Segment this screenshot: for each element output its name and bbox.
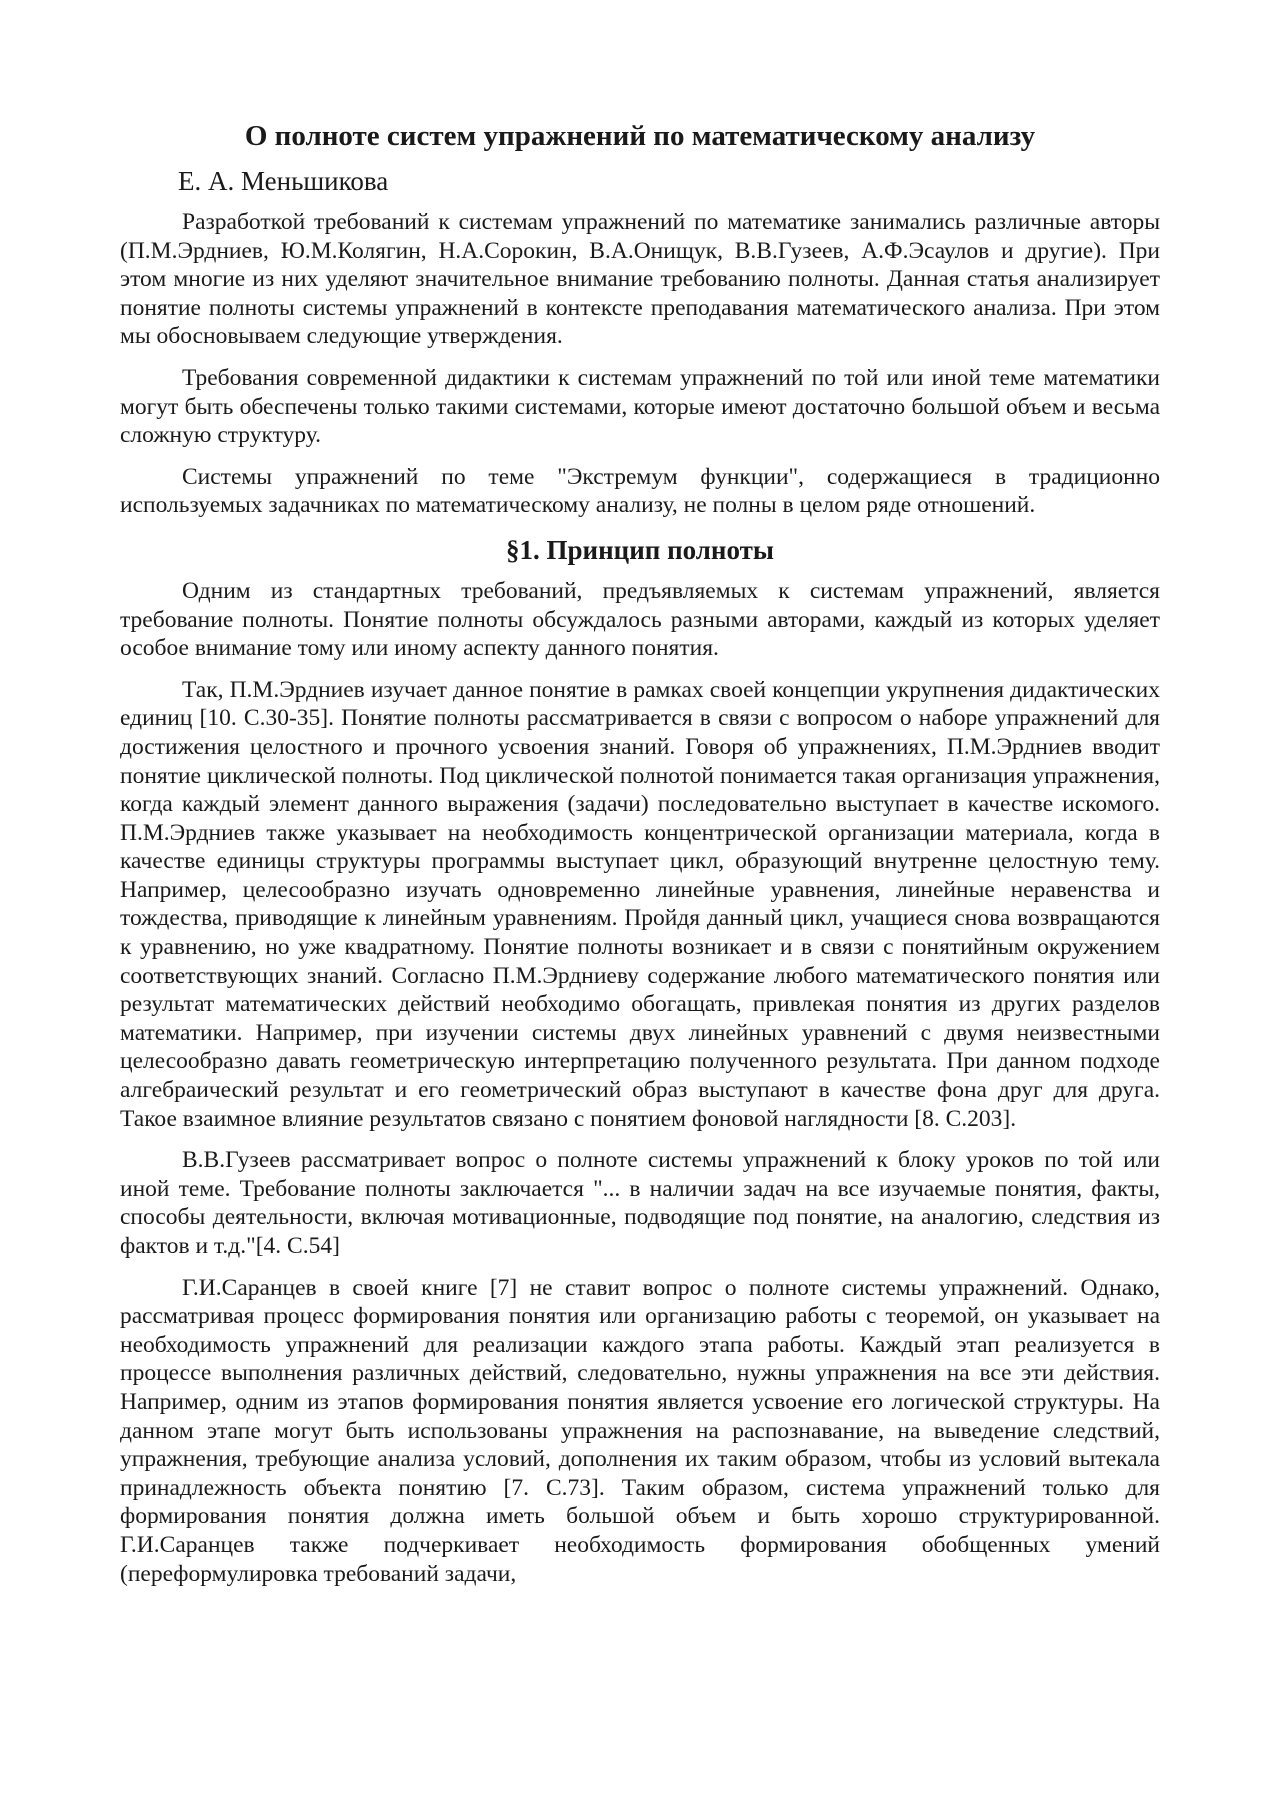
intro-paragraph-2: Требования современной дидактики к системам упражнений по той или иной теме математики могут быть обеспечены только такими системами, которые имеют достаточно большой объем и весьма сложную структуру. xyxy=(120,364,1160,449)
section-heading: §1. Принцип полноты xyxy=(506,534,774,565)
author-name: Е. А. Меньшикова xyxy=(178,166,389,196)
section-paragraph-1: Одним из стандартных требований, предъявляемых к системам упражнений, является требование полноты. Понятие полноты обсуждалось разными авторами, каждый из которых уделяет особое внимание тому или иному аспекту данного понятия. xyxy=(120,577,1160,662)
section-paragraph-3: В.В.Гузеев рассматривает вопрос о полноте системы упражнений к блоку уроков по той или иной теме. Требование полноты заключается "... в наличии задач на все изучаемые понятия, факты, способы деятельности, включая мотивационные, подводящие под понятие, на аналогию, следствия из фактов и т.д."[4. С.54] xyxy=(120,1147,1160,1259)
intro-paragraph-1: Разработкой требований к системам упражнений по математике занимались различные авторы (П.М.Эрдниев, Ю.М.Колягин, Н.А.Сорокин, В.А.Онищук, В.В.Гузеев, А.Ф.Эсаулов и другие). При этом многие из них уделяют значительное внимание требованию полноты. Данная статья анализирует понятие полноты системы упражнений в контексте преподавания математического анализа. При этом мы обосновываем следующие утверждения. xyxy=(120,209,1160,350)
section-paragraph-2: Так, П.М.Эрдниев изучает данное понятие в рамках своей концепции укрупнения дидактических единиц [10. С.30-35]. Понятие полноты рассматривается в связи с вопросом о наборе упражнений для достижения целостного и прочного усвоения знаний. Говоря об упражнениях, П.М.Эрдниев вводит понятие циклической полноты. Под циклической полнотой понимается такая организация упражнения, когда каждый элемент данного выражения (задачи) последовательно выступает в качестве искомого. П.М.Эрдниев также указывает на необходимость концентрической организации материала, когда в качестве единицы структуры программы выступает цикл, образующий внутренне целостную тему. Например, целесообразно изучать одновременно линейные уравнения, линейные неравенства и тождества, приводящие к линейным уравнениям. Пройдя данный цикл, учащиеся снова возвращаются к уравнению, но уже квадратному. Понятие полноты возникает и в связи с понятийным окружением соответствующих знаний. Согласно П.М.Эрдниеву содержание любого математического понятия или результат математических действий необходимо обогащать, привлекая понятия из других разделов математики. Например, при изучении системы двух линейных уравнений с двумя неизвестными целесообразно давать геометрическую интерпретацию полученного результата. При данном подходе алгебраический результат и его геометрический образ выступают в качестве фона друг для друга. Такое взаимное влияние результатов связано с понятием фоновой наглядности [8. С.203]. xyxy=(120,676,1160,1132)
document-title: О полноте систем упражнений по математическому анализу xyxy=(244,120,1036,152)
document-page xyxy=(120,118,1160,1601)
intro-paragraph-3: Системы упражнений по теме "Экстремум функции", содержащиеся в традиционно используемых задачниках по математическому анализу, не полны в целом ряде отношений. xyxy=(120,463,1160,519)
section-paragraph-4: Г.И.Саранцев в своей книге [7] не ставит вопрос о полноте системы упражнений. Однако, рассматривая процесс формирования понятия или организацию работы с теоремой, он указывает на необходимость упражнений для реализации каждого этапа работы. Каждый этап реализуется в процессе выполнения различных действий, следовательно, нужны упражнения на все эти действия. Например, одним из этапов формирования понятия является усвоение его логической структуры. На данном этапе могут быть использованы упражнения на распознавание, на выведение следствий, упражнения, требующие анализа условий, дополнения их таким образом, чтобы из условий вытекала принадлежность объекта понятию [7. С.73]. Таким образом, система упражнений только для формирования понятия должна иметь большой объем и быть хорошо структурированной. Г.И.Саранцев также подчеркивает необходимость формирования обобщенных умений (переформулировка требований задачи, xyxy=(120,1274,1160,1587)
